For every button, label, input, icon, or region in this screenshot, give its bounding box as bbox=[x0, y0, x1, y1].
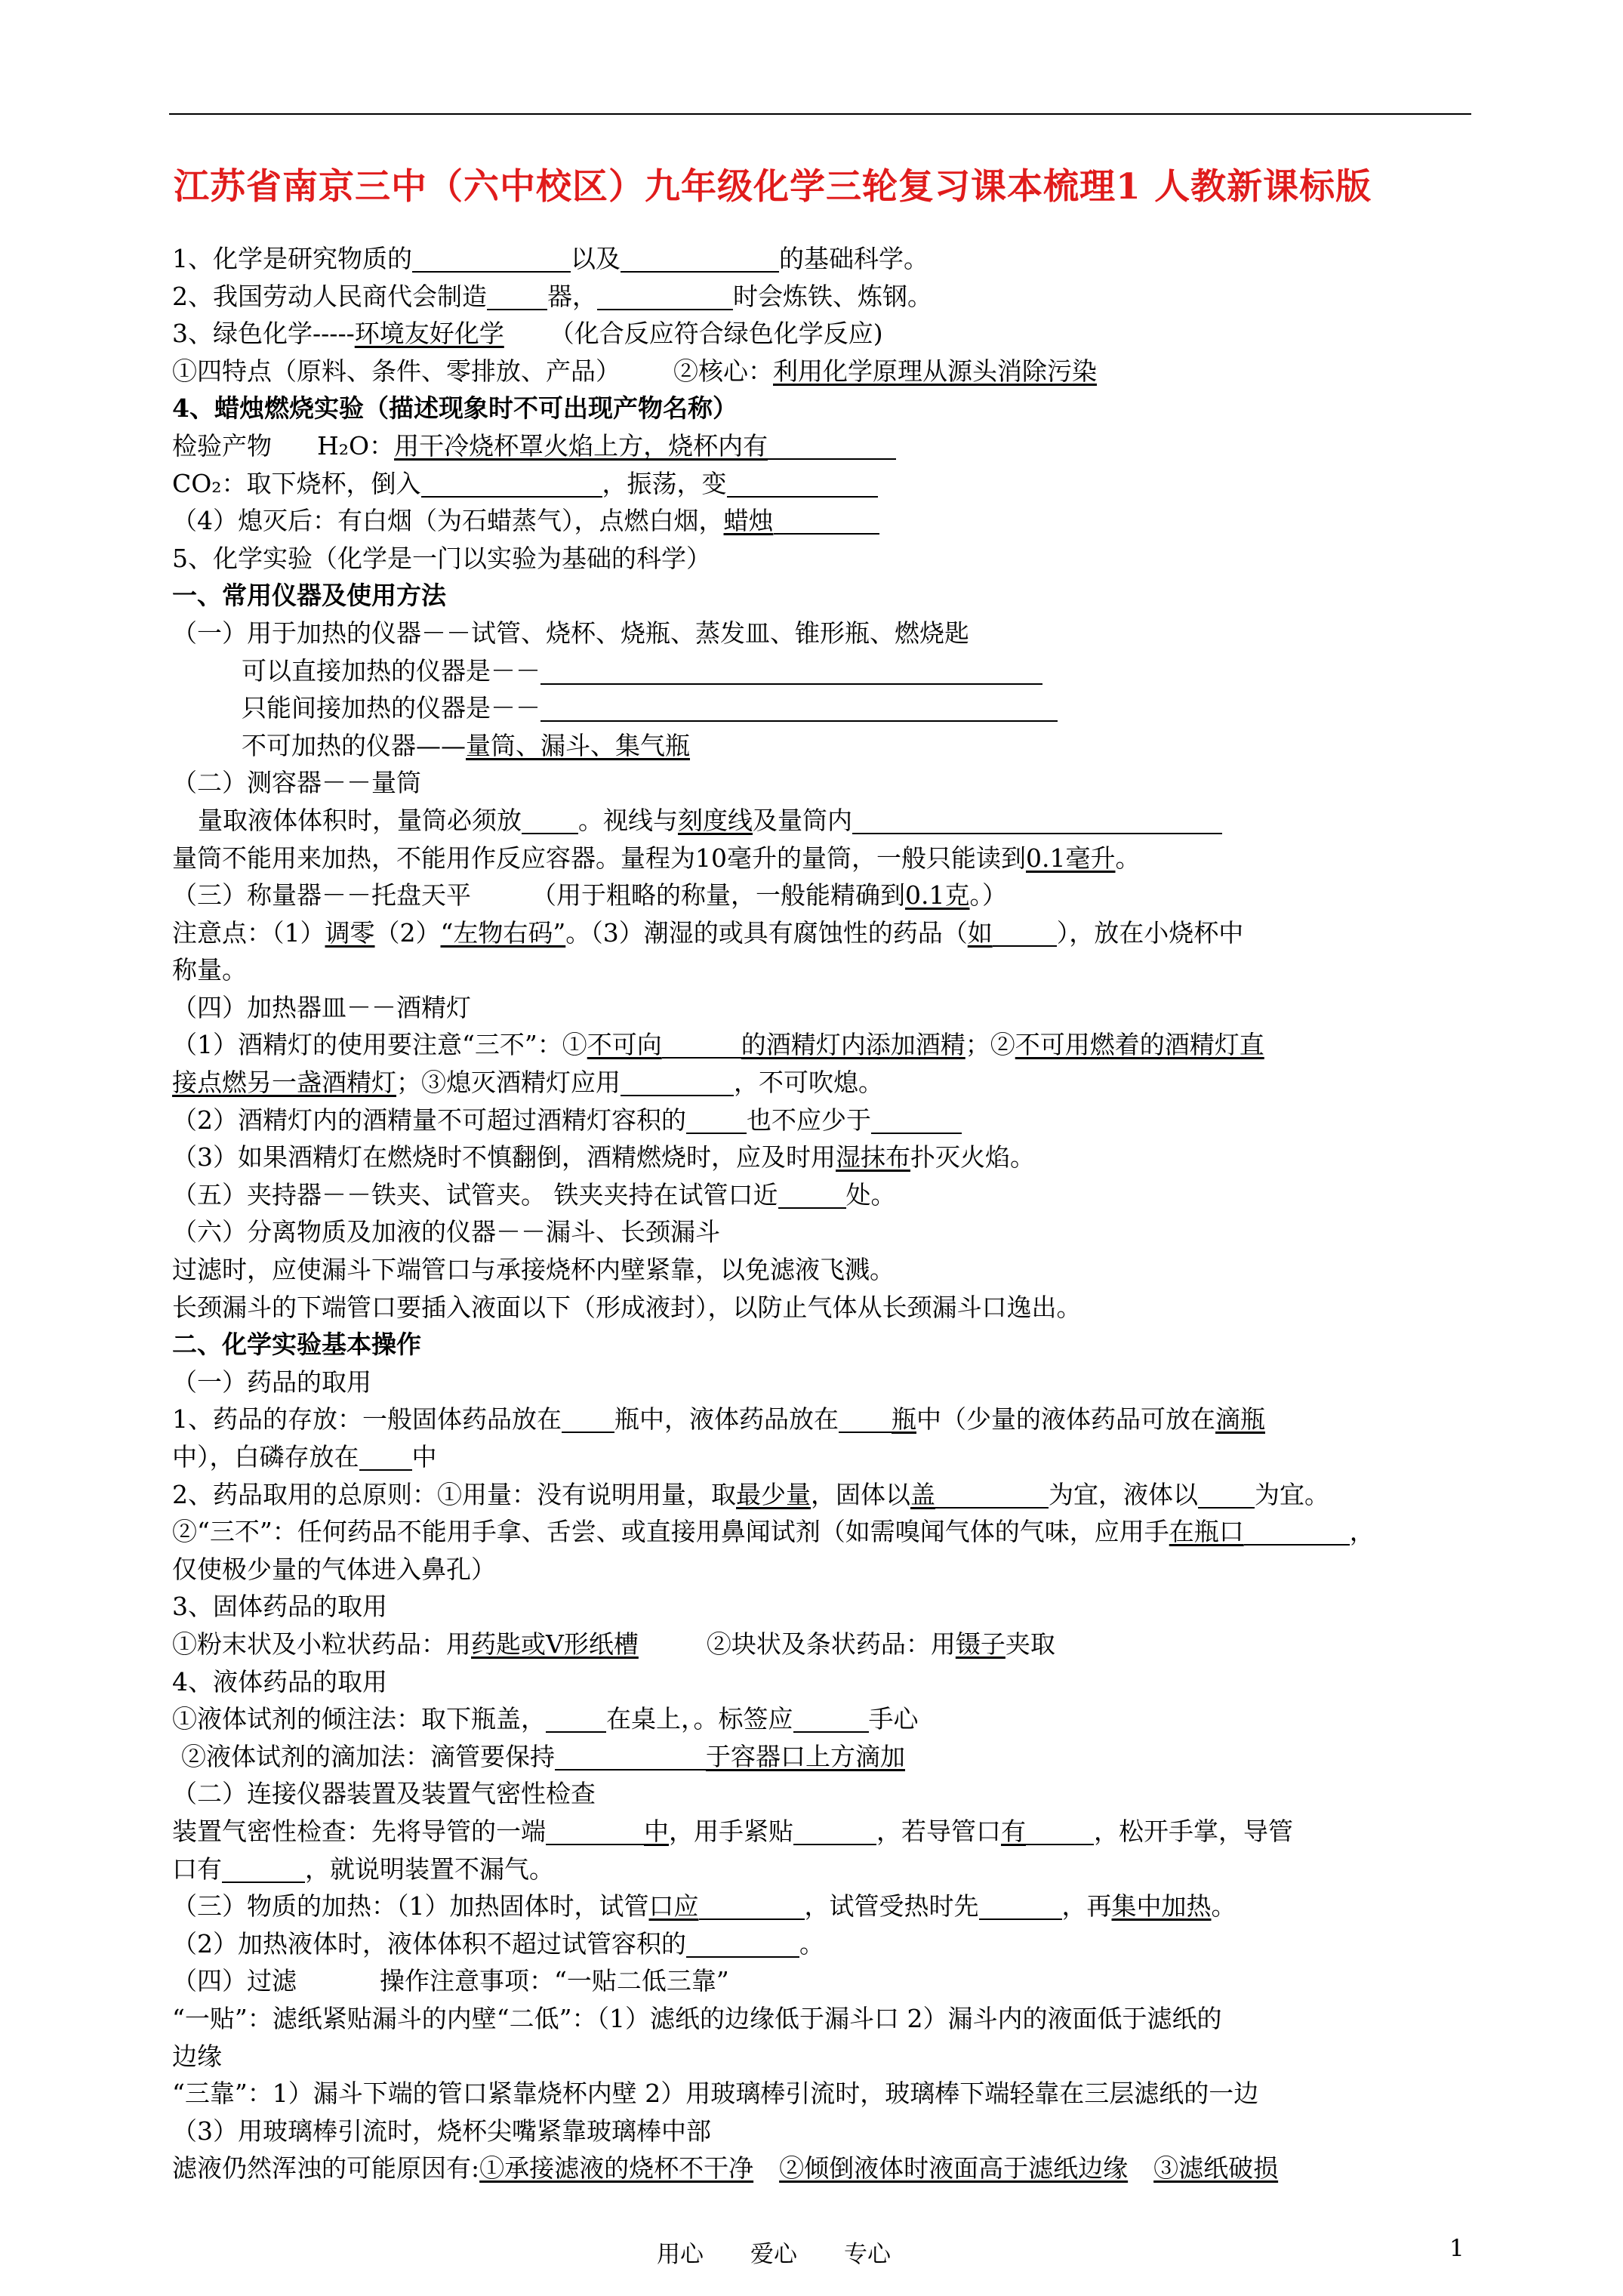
line-11: （一）用于加热的仪器－－试管、烧杯、烧瓶、蒸发皿、锥形瓶、燃烧匙 bbox=[172, 618, 969, 648]
section-heading-2: 二、化学实验基本操作 bbox=[172, 1330, 421, 1360]
document-body bbox=[172, 240, 1478, 2187]
line-24: （2）酒精灯内的酒精量不可超过酒精灯容积的 也不应少于 bbox=[172, 1102, 1478, 1139]
line-49: 边缘 bbox=[172, 2041, 222, 2071]
line-22: （1）酒精灯的使用要注意“三不”：①不可向 的酒精灯内添加酒精；②不可用燃着的酒精灯直 bbox=[172, 1030, 1264, 1060]
line-43: 装置气密性检查：先将导管的一端 中，用手紧贴 ，若导管口有 ，松开手掌，导管 bbox=[172, 1816, 1293, 1846]
line-19: 注意点：（1）调零（2）“左物右码”。（3）潮湿的或具有腐蚀性的药品（如 ），放在小烧杯中 bbox=[172, 917, 1244, 948]
line-35: ②“三不”：任何药品不能用手拿、舌尝、或直接用鼻闻试剂（如需嗅闻气体的气味，应用手在瓶口 ， bbox=[172, 1517, 1375, 1547]
line-16: 量取液体体积时，量筒必须放 。视线与刻度线及量筒内 bbox=[172, 802, 1478, 840]
line-8: （4）熄灭后：有白烟（为石蜡蒸气），点燃白烟，蜡烛 bbox=[172, 502, 1478, 540]
line-27: （六）分离物质及加液的仪器－－漏斗、长颈漏斗 bbox=[172, 1217, 720, 1247]
line-37: 3、固体药品的取用 bbox=[172, 1592, 387, 1622]
line-41: ②液体试剂的滴加法：滴管要保持 于容器口上方滴加 bbox=[181, 1741, 905, 1771]
line-13: 只能间接加热的仪器是－－ bbox=[172, 689, 1478, 727]
line-45: （三）物质的加热：（1）加热固体时，试管口应 ，试管受热时先 ，再集中加热。 bbox=[172, 1891, 1236, 1922]
line-6: 检验产物 H₂O：用干冷烧杯罩火焰上方，烧杯内有 bbox=[172, 427, 1478, 465]
line-21: （四）加热器皿－－酒精灯 bbox=[172, 992, 471, 1022]
line-20: 称量。 bbox=[172, 955, 247, 985]
line-36: 仅使极少量的气体进入鼻孔） bbox=[172, 1554, 496, 1584]
line-9: 5、化学实验（化学是一门以实验为基础的科学） bbox=[172, 543, 711, 573]
line-29: 长颈漏斗的下端管口要插入液面以下（形成液封），以防止气体从长颈漏斗口逸出。 bbox=[172, 1292, 1082, 1322]
line-17: 量筒不能用来加热，不能用作反应容器。量程为10毫升的量筒，一般只能读到0.1毫升。 bbox=[172, 843, 1141, 873]
line-5: 4、蜡烛燃烧实验（描述现象时不可出现产物名称） bbox=[172, 393, 738, 424]
line-44: 口有 ，就说明装置不漏气。 bbox=[172, 1854, 554, 1884]
line-48: “一贴”：滤纸紧贴漏斗的内壁“二低”：（1）滤纸的边缘低于漏斗口 2）漏斗内的液面低于滤纸的 bbox=[172, 2003, 1222, 2033]
page-title: 江苏省南京三中（六中校区）九年级化学三轮复习课本梳理1 人教新课标版 bbox=[174, 166, 1372, 208]
line-38: ①粉末状及小粒状药品：用药匙或V形纸槽 ②块状及条状药品：用镊子夹取 bbox=[172, 1629, 1055, 1659]
line-1: 1、化学是研究物质的 以及 的基础科学。 bbox=[172, 244, 929, 273]
line-28: 过滤时，应使漏斗下端管口与承接烧杯内壁紧靠，以免滤液飞溅。 bbox=[172, 1255, 895, 1285]
section-heading-1: 一、常用仪器及使用方法 bbox=[172, 581, 446, 611]
line-26: （五）夹持器－－铁夹、试管夹。 铁夹夹持在试管口近 处。 bbox=[172, 1179, 896, 1210]
line-31: （一）药品的取用 bbox=[172, 1367, 371, 1397]
line-50: “三靠”：1）漏斗下端的管口紧靠烧杯内壁 2）用玻璃棒引流时，玻璃棒下端轻靠在三层滤纸的一边 bbox=[172, 2079, 1259, 2109]
line-18: （三）称量器－－托盘天平 （用于粗略的称量，一般能精确到0.1克。） bbox=[172, 880, 1007, 911]
line-39: 4、液体药品的取用 bbox=[172, 1666, 387, 1697]
line-14: 不可加热的仪器——量筒、漏斗、集气瓶 bbox=[242, 730, 690, 760]
line-47: （四）过滤 操作注意事项：“一贴二低三靠” bbox=[172, 1966, 729, 1996]
page-number: 1 bbox=[1449, 2235, 1464, 2262]
line-46: （2）加热液体时，液体体积不超过试管容积的 。 bbox=[172, 1928, 824, 1959]
line-12: 可以直接加热的仪器是－－ bbox=[172, 652, 1478, 690]
line-15: （二）测容器－－量筒 bbox=[172, 768, 421, 798]
line-7: CO₂：取下烧杯，倒入 ，振荡，变 bbox=[172, 465, 1478, 503]
line-40: ①液体试剂的倾注法：取下瓶盖， 在桌上，。标签应 手心 bbox=[172, 1704, 919, 1734]
line-33: 中），白磷存放在 中 bbox=[172, 1442, 437, 1472]
line-32: 1、药品的存放：一般固体药品放在 瓶中，液体药品放在 瓶中（少量的液体药品可放在滴瓶 bbox=[172, 1404, 1265, 1435]
line-51: （3）用玻璃棒引流时，烧杯尖嘴紧靠玻璃棒中部 bbox=[172, 2116, 711, 2146]
line-42: （二）连接仪器装置及装置气密性检查 bbox=[172, 1779, 596, 1809]
line-52: 滤液仍然浑浊的可能原因有:①承接滤液的烧杯不干净 ②倾倒液体时液面高于滤纸边缘 ③滤纸破损 bbox=[172, 2153, 1279, 2184]
footer-motto: 用心 爱心 专心 bbox=[657, 2241, 891, 2268]
line-25: （3）如果酒精灯在燃烧时不慎翻倒，酒精燃烧时，应及时用湿抹布扑灭火焰。 bbox=[172, 1142, 1035, 1173]
line-2: 2、我国劳动人民商代会制造 器， 时会炼铁、炼钢。 bbox=[172, 281, 932, 311]
line-23: 接点燃另一盏酒精灯；③熄灭酒精灯应用 ，不可吹熄。 bbox=[172, 1068, 883, 1098]
line-4: ①四特点（原料、条件、零排放、产品） ②核心：利用化学原理从源头消除污染 bbox=[172, 356, 1097, 386]
line-34: 2、药品取用的总原则：①用量：没有说明用量，取最少量，固体以盖 为宜，液体以 为宜。 bbox=[172, 1479, 1329, 1509]
line-3: 3、绿色化学-----环境友好化学 （化合反应符合绿色化学反应) bbox=[172, 319, 883, 349]
header-rule bbox=[169, 113, 1471, 115]
